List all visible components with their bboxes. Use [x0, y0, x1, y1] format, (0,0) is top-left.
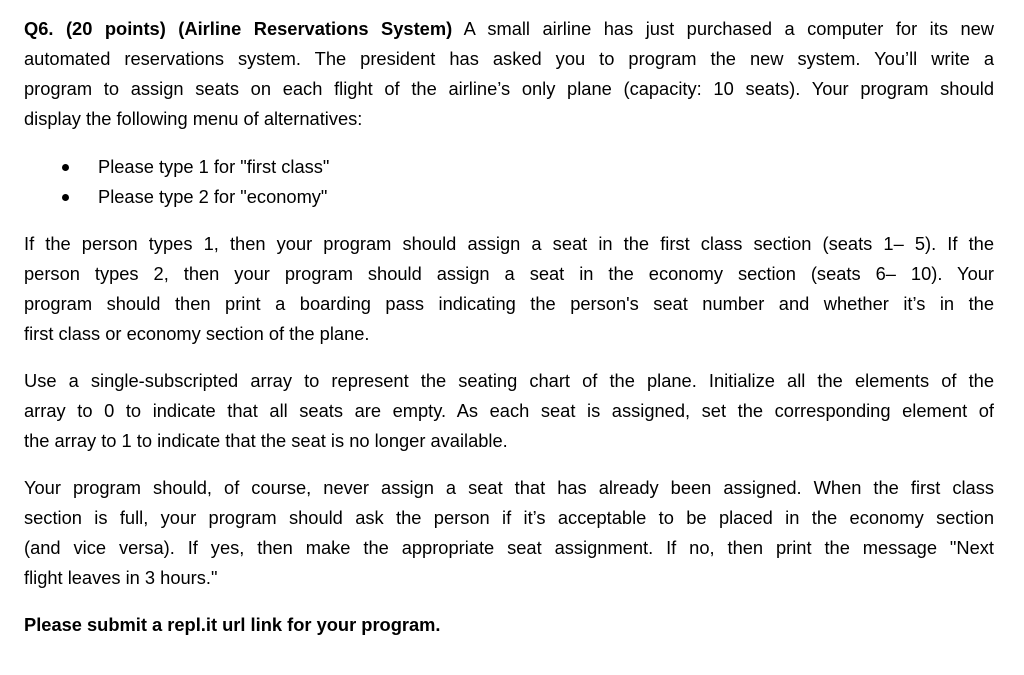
text-line: program should then print a boarding pass indicating the person's seat number and whether it’s in the [24, 293, 994, 314]
text-line: Your program should, of course, never assign a seat that has already been assigned. When the first class [24, 477, 994, 498]
text-line: program to assign seats on each flight of the airline’s only plane (capacity: 10 seats). Your program should [24, 78, 994, 99]
text-line: the array to 1 to indicate that the seat is no longer available. [24, 430, 508, 451]
rules-paragraph [24, 473, 994, 593]
text-line: person types 2, then your program should assign a seat in the economy section (seats 6– 10). Your [24, 263, 994, 284]
intro-paragraph [24, 14, 994, 134]
list-item: Please type 1 for "first class" [24, 152, 994, 182]
text-line: array to 0 to indicate that all seats are empty. As each seat is assigned, set the corresponding element of [24, 400, 994, 421]
menu-list [24, 152, 994, 212]
text-line: first class or economy section of the plane. [24, 323, 370, 344]
text-line: If the person types 1, then your program should assign a seat in the first class section (seats 1– 5). If the [24, 233, 994, 254]
array-paragraph [24, 366, 994, 456]
text-line: display the following menu of alternatives: [24, 108, 363, 129]
list-item: Please type 2 for "economy" [24, 182, 994, 212]
text-line: automated reservations system. The president has asked you to program the new system. You’ll write a [24, 48, 994, 69]
bullet-icon [62, 194, 69, 201]
text-line: Q6. (20 points) (Airline Reservations System) A small airline has just purchased a computer for its new [24, 18, 994, 39]
submit-instruction [24, 610, 994, 640]
seat-assignment-paragraph [24, 229, 994, 349]
text-line: flight leaves in 3 hours." [24, 567, 218, 588]
text-line: Please submit a repl.it url link for your program. [24, 614, 441, 635]
text-line: section is full, your program should ask the person if it’s acceptable to be placed in the economy section [24, 507, 994, 528]
text-line: (and vice versa). If yes, then make the appropriate seat assignment. If no, then print the message "Next [24, 537, 994, 558]
question-document [24, 14, 994, 657]
text-line: Use a single-subscripted array to represent the seating chart of the plane. Initialize all the elements of the [24, 370, 994, 391]
bullet-icon [62, 164, 69, 171]
question-label: Q6. (20 points) (Airline Reservations System) [24, 18, 453, 39]
